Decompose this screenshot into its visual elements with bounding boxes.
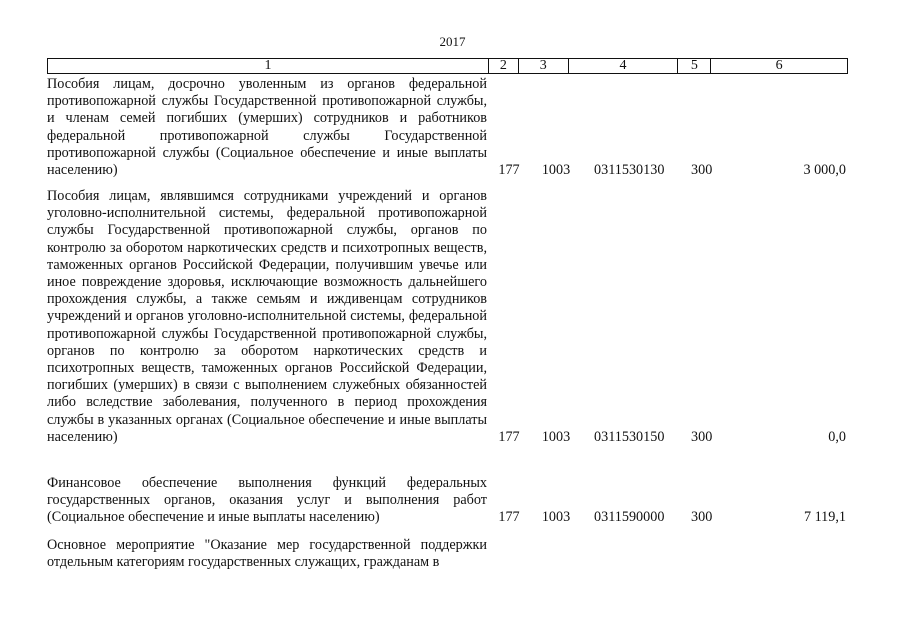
row-amount: 0,0 — [828, 428, 846, 445]
row-target-code: 0311530130 — [594, 162, 665, 179]
column-header-2: 2 — [489, 59, 519, 73]
row-admin-code: 177 — [498, 162, 520, 179]
row-expense-type: 300 — [691, 509, 713, 526]
row-admin-code: 177 — [498, 428, 520, 445]
row-section-code: 1003 — [541, 162, 571, 179]
column-header-3: 3 — [519, 59, 569, 73]
page-number: 2017 — [439, 34, 466, 49]
row-expense-type: 300 — [691, 162, 713, 179]
table-header — [47, 58, 848, 74]
row-description: Финансовое обеспечение выполнения функций федеральных государственных органов, оказания услуг и выполнения работ (Социальное обеспечение и иные выплаты населению) — [47, 475, 487, 526]
column-header-5: 5 — [678, 59, 711, 73]
table-row — [47, 475, 848, 527]
row-amount: 7 119,1 — [803, 509, 846, 526]
row-amount: 3 000,0 — [803, 162, 846, 179]
column-header-1: 1 — [48, 59, 489, 73]
table-row — [47, 537, 848, 571]
row-description: Пособия лицам, являвшимся сотрудниками учреждений и органов уголовно-исполнительной системы, федеральной противопожарной службы Государственной противопожарной службы, органов по контролю за оборотом наркотических средств и психотропных веществ, таможенных органов Российской Федерации, получившим увечье или иное повреждение здоровья, исключающие возможность дальнейшего прохождения службы, а также семьям и иждивенцам сотрудников учреждений и органов уголовно-исполнительной системы, федеральной противопожарной службы Государственной противопожарной службы, органов по контролю за оборотом наркотических средств и психотропных веществ, таможенных органов Российской Федерации, погибших (умерших) в связи с выполнением служебных обязанностей либо вследствие заболевания, полученного в период прохождения службы в указанных органах (Социальное обеспечение и иные выплаты населению) — [47, 188, 487, 445]
row-section-code: 1003 — [541, 428, 571, 445]
row-description: Основное мероприятие "Оказание мер государственной поддержки отдельным категориям государственных служащих, гражданам в — [47, 537, 487, 571]
row-section-code: 1003 — [541, 509, 571, 526]
table-row — [47, 188, 848, 446]
row-target-code: 0311590000 — [594, 509, 665, 526]
row-expense-type: 300 — [691, 428, 713, 445]
column-header-4: 4 — [569, 59, 679, 73]
row-admin-code: 177 — [498, 509, 520, 526]
row-description: Пособия лицам, досрочно уволенным из органов федеральной противопожарной службы Государственной противопожарной службы, и членам семей погибших (умерших) сотрудников и работников федеральной противопожарной службы Государственной противопожарной службы (Социальное обеспечение и иные выплаты населению) — [47, 76, 487, 179]
row-target-code: 0311530150 — [594, 428, 665, 445]
table-row — [47, 76, 848, 179]
column-header-6: 6 — [775, 58, 783, 73]
